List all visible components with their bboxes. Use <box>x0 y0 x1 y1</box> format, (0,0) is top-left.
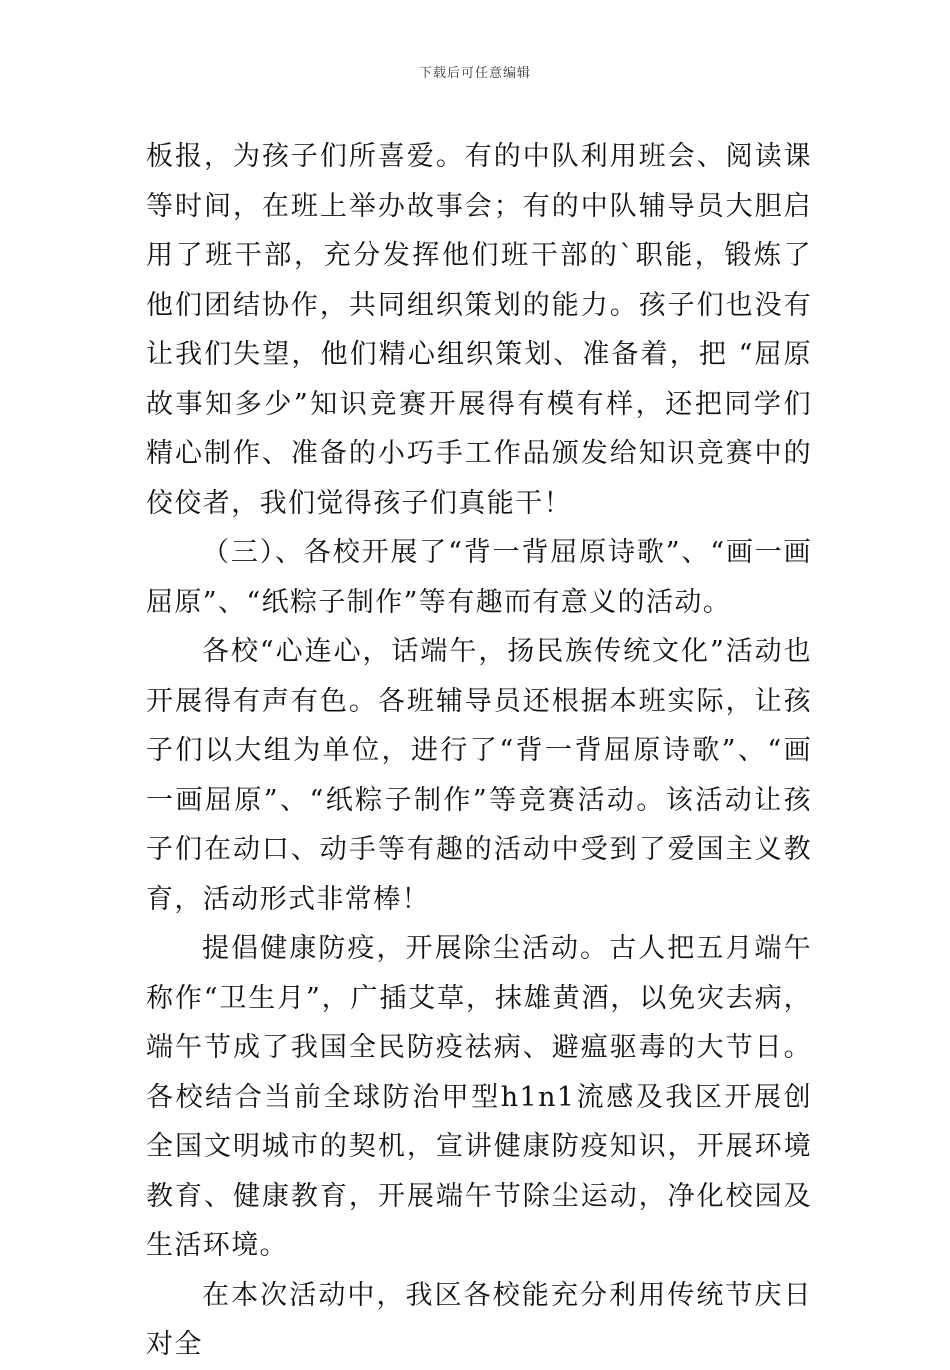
paragraph-2: （三）、各校开展了“背一背屈原诗歌”、“画一画屈原”、“纸粽子制作”等有趣而有意义的活动。 <box>146 537 812 618</box>
paragraph-5: 在本次活动中，我区各校能充分利用传统节庆日对全 <box>146 1279 812 1360</box>
paragraph-1: 板报，为孩子们所喜爱。有的中队利用班会、阅读课等时间，在班上举办故事会；有的中队辅导员大胆启用了班干部，充分发挥他们班干部的`职能，锻炼了他们团结协作，共同组织策划的能力。孩子们也没有让我们失望，他们精心组织策划、准备着，把 “屈原故事知多少”知识竞赛开展得有模有样，还把同学们精心制作、准备的小巧手工作品颁发给知识竞赛中的佼佼者，我们觉得孩子们真能干！ <box>146 141 812 519</box>
document-body <box>146 132 812 1370</box>
paragraph-3: 各校“心连心，话端午，扬民族传统文化”活动也开展得有声有色。各班辅导员还根据本班实际，让孩子们以大组为单位，进行了“背一背屈原诗歌”、“画一画屈原”、“纸粽子制作”等竞赛活动。该活动让孩子们在动口、动手等有趣的活动中受到了爱国主义教育，活动形式非常棒！ <box>146 636 812 915</box>
page-header: 下载后可任意编辑 <box>418 66 531 81</box>
paragraph-4: 提倡健康防疫，开展除尘活动。古人把五月端午称作“卫生月”，广插艾草，抹雄黄酒，以免灾去病，端午节成了我国全民防疫祛病、避瘟驱毒的大节日。各校结合当前全球防治甲型h1n1流感及我区开展创全国文明城市的契机，宣讲健康防疫知识，开展环境教育、健康教育，开展端午节除尘运动，净化校园及生活环境。 <box>146 933 812 1261</box>
